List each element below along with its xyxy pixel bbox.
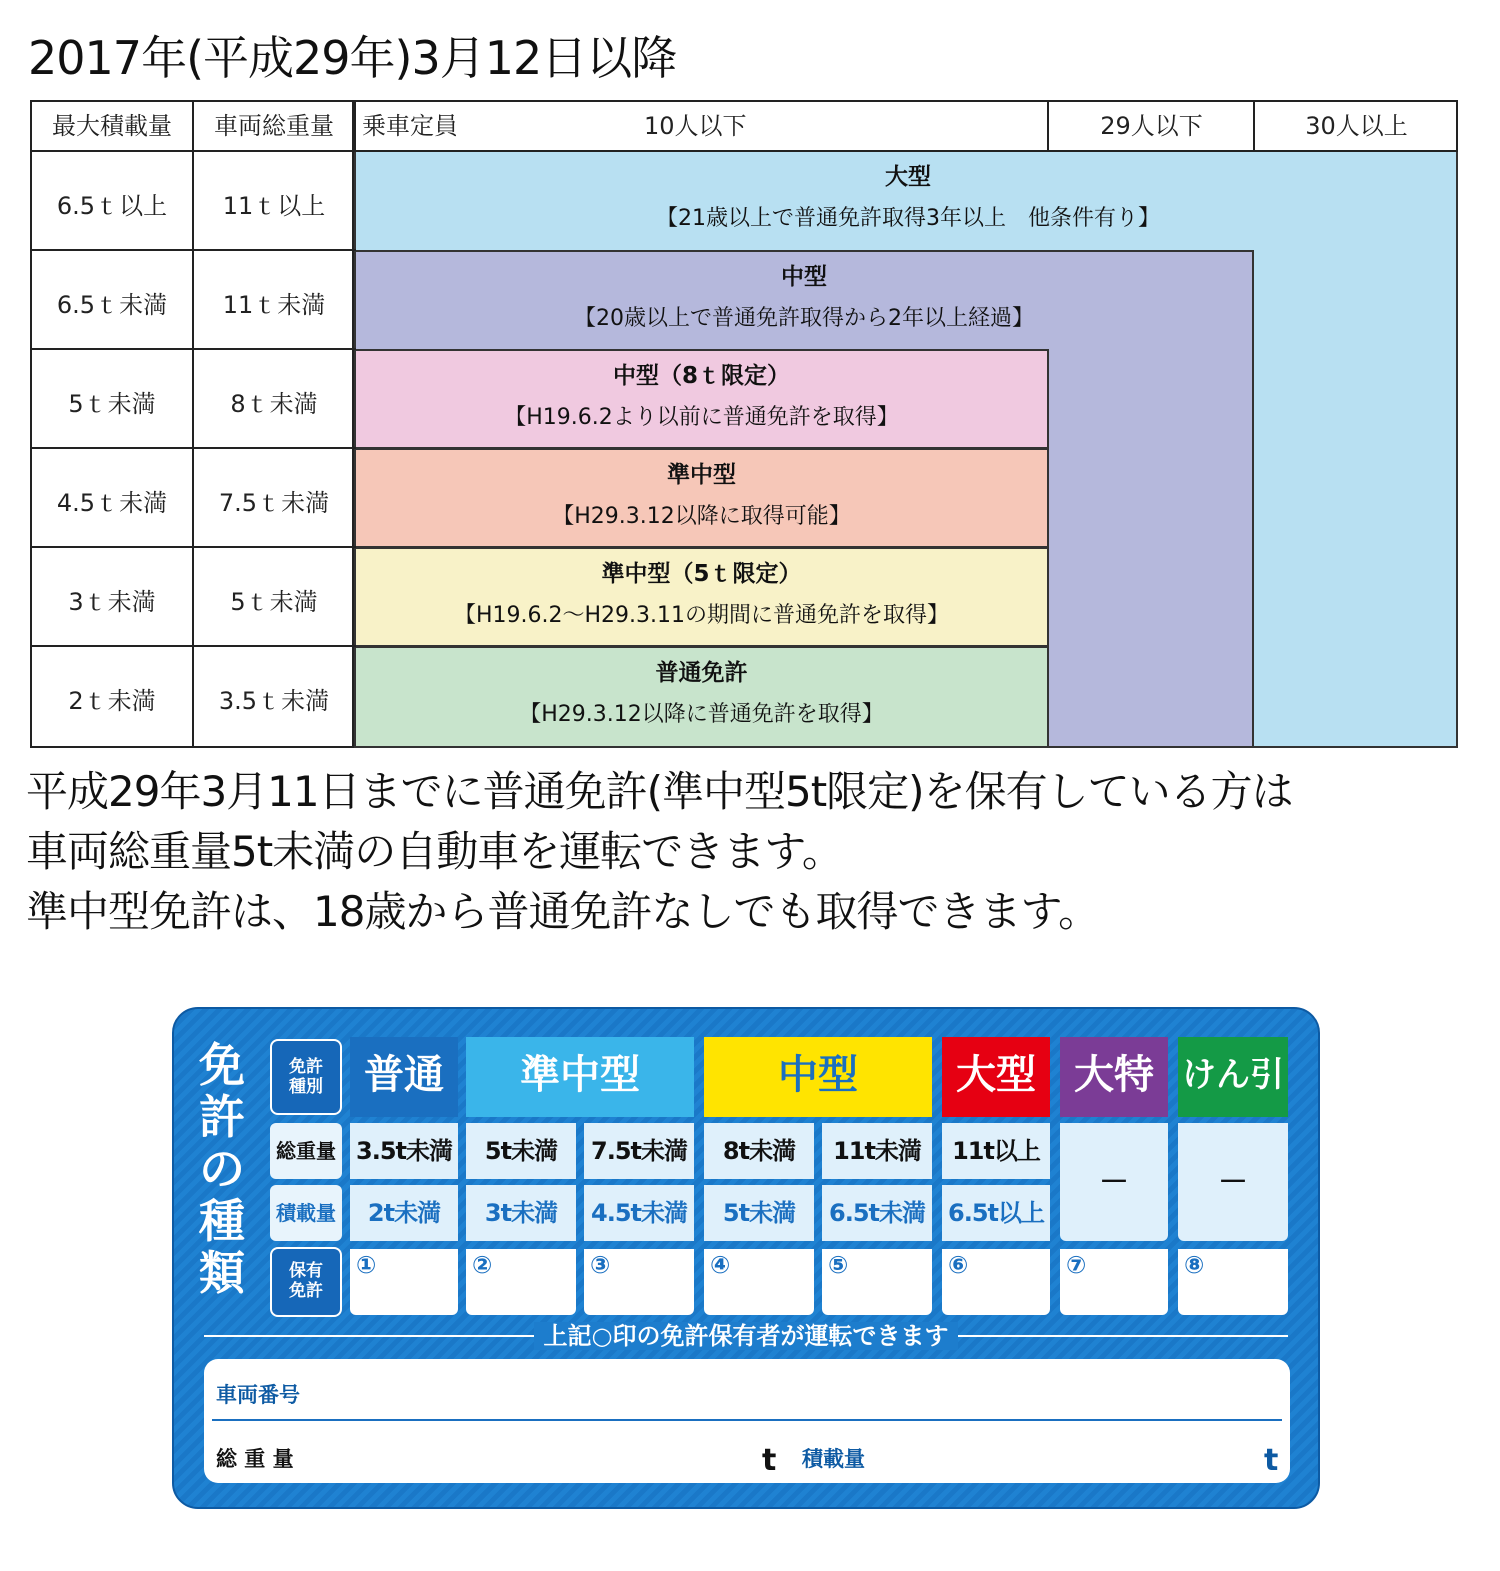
notes [26,762,1293,942]
grid-line [32,645,356,647]
gross-value: 7.5t未満 [584,1123,694,1179]
license-table [30,100,1458,748]
caption [174,1319,1318,1353]
license-card [172,1007,1320,1509]
header-sep [1047,102,1049,150]
note-line: 平成29年3月11日までに普通免許(準中型5t限定)を保有している方は [26,767,1293,816]
held-number: ② [472,1251,493,1279]
load-label: 積載量 [802,1447,865,1471]
gross-value: 11t以上 [942,1123,1050,1179]
gross-cell: 3.5ｔ未満 [218,687,330,715]
gross-value: 3.5t未満 [350,1123,458,1179]
band-note: 【21歳以上で普通免許取得3年以上 他条件有り】 [656,206,1160,231]
load-cell: 6.5ｔ未満 [56,291,168,319]
held-number: ⑧ [1184,1251,1205,1279]
load-cell: 6.5ｔ以上 [56,192,168,220]
type-ogata: 大型 [942,1037,1050,1117]
load-cell: 2ｔ未満 [68,687,156,715]
band-title: 中型 [781,264,827,290]
held-number: ④ [710,1251,731,1279]
load-cell: 4.5ｔ未満 [56,489,168,517]
note-line: 準中型免許は、18歳から普通免許なしでも取得できます。 [26,887,1100,936]
type-chugata: 中型 [704,1037,932,1117]
header-capacity: 乗車定員 [362,102,502,152]
gross-value: 8t未満 [704,1123,814,1179]
vehicle-form [204,1359,1290,1483]
load-value: 5t未満 [704,1185,814,1241]
daitoku-dash: － [1060,1123,1168,1241]
held-checkbox-7[interactable] [1060,1249,1168,1315]
kenin-dash: － [1178,1123,1288,1241]
band-chugata-8t [354,349,1049,449]
load-unit: t [1264,1443,1279,1478]
row-label-gross: 総重量 [270,1123,342,1179]
header-gross-weight: 車両総重量 [194,102,354,152]
held-checkbox-8[interactable] [1178,1249,1288,1315]
load-value: 2t未満 [350,1185,458,1241]
header-cap-30: 30人以上 [1305,112,1408,140]
gross-cell: 5ｔ未満 [230,588,318,616]
load-value: 3t未満 [466,1185,576,1241]
held-number: ⑤ [828,1251,849,1279]
band-note: 【H29.3.12以降に取得可能】 [552,504,851,529]
form-divider [212,1419,1282,1421]
band-title: 準中型（5ｔ限定） [601,561,802,587]
held-checkbox-4[interactable] [704,1249,814,1315]
type-junchugata: 準中型 [466,1037,694,1117]
band-junchugata-5t [354,547,1049,647]
held-checkbox-3[interactable] [584,1249,694,1315]
header-max-load: 最大積載量 [32,102,192,152]
gross-unit: t [762,1443,777,1478]
header-sep [1253,102,1255,150]
band-note: 【H29.3.12以降に普通免許を取得】 [519,702,884,727]
band-note: 【20歳以上で普通免許取得から2年以上経過】 [574,306,1034,331]
gross-weight-label: 総 重 量 [216,1447,294,1471]
held-number: ③ [590,1251,611,1279]
load-value: 6.5t以上 [942,1185,1050,1241]
header-cap-10: 10人以下 [644,112,747,140]
band-futsu [354,646,1049,748]
type-futsu: 普通 [350,1037,458,1117]
band-title: 大型 [885,164,931,190]
row-label-load: 積載量 [270,1185,342,1241]
held-number: ⑦ [1066,1251,1087,1279]
vehicle-number-label: 車両番号 [216,1383,300,1407]
page-heading: 2017年(平成29年)3月12日以降 [28,31,677,85]
row-label-text: 免許種別 [289,1057,323,1097]
card-title: 免許の種類 [199,1038,245,1300]
type-daitoku: 大特 [1060,1037,1168,1117]
gross-cell: 8ｔ未満 [230,390,318,418]
held-checkbox-5[interactable] [822,1249,932,1315]
band-title: 中型（8ｔ限定） [612,363,790,389]
gross-cell: 7.5ｔ未満 [218,489,330,517]
load-cell: 3ｔ未満 [68,588,156,616]
gross-cell: 11ｔ未満 [222,291,326,319]
held-checkbox-2[interactable] [466,1249,576,1315]
band-note: 【H19.6.2～H29.3.11の期間に普通免許を取得】 [453,603,950,628]
gross-cell: 11ｔ以上 [222,192,326,220]
held-number: ① [356,1251,377,1279]
grid-line [32,150,356,152]
load-cell: 5ｔ未満 [68,390,156,418]
load-value: 4.5t未満 [584,1185,694,1241]
band-title: 普通免許 [655,660,748,686]
note-line: 車両総重量5t未満の自動車を運転できます。 [26,827,843,876]
grid-line [32,348,356,350]
header-sep [354,102,356,150]
held-number: ⑥ [948,1251,969,1279]
header-divider [354,150,1458,152]
header-cap-29: 29人以下 [1100,112,1203,140]
gross-value: 5t未満 [466,1123,576,1179]
held-checkbox-6[interactable] [942,1249,1050,1315]
gross-value: 11t未満 [822,1123,932,1179]
band-junchugata [354,448,1049,548]
load-value: 6.5t未満 [822,1185,932,1241]
caption-text: 上記○印の免許保有者が運転できます [534,1322,959,1350]
held-checkbox-1[interactable] [350,1249,458,1315]
row-label-type [270,1039,342,1115]
grid-line [32,249,356,251]
band-title: 準中型 [667,462,736,488]
row-label-text: 保有免許 [289,1261,323,1301]
grid-line [32,546,356,548]
type-kenin: けん引 [1178,1037,1288,1117]
grid-line [32,447,356,449]
row-label-held [270,1247,342,1317]
band-note: 【H19.6.2より以前に普通免許を取得】 [504,405,899,430]
